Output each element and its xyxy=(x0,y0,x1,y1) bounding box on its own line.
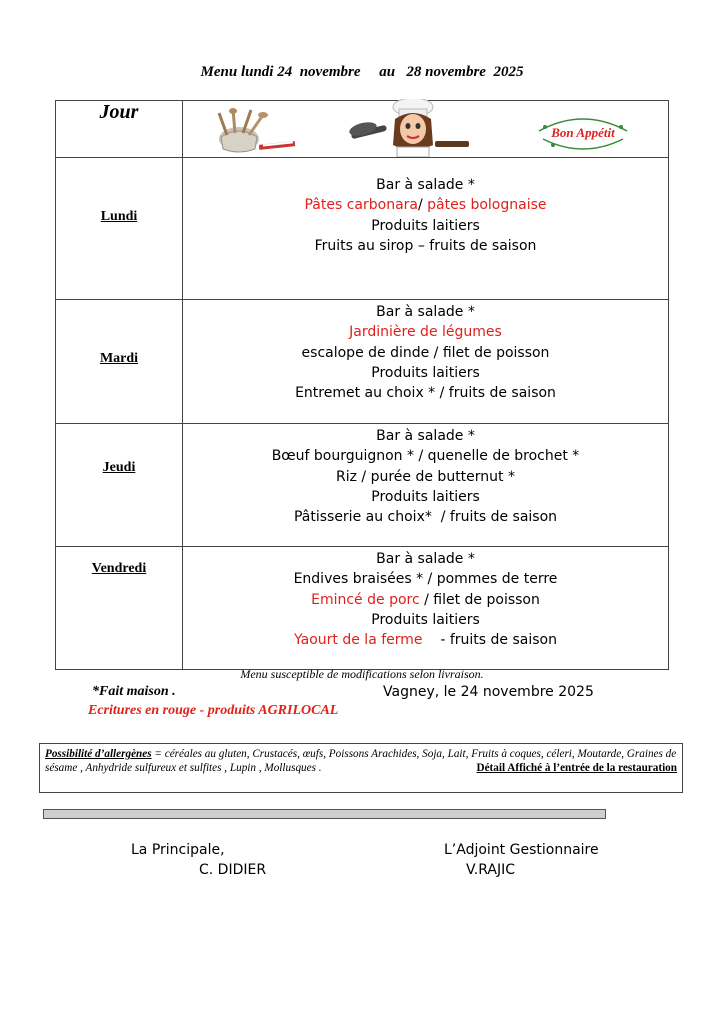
menu-table xyxy=(55,100,669,670)
allergens-detail: Détail Affiché à l’entrée de la restauration xyxy=(476,762,677,774)
local-dish-text: Emincé de porc xyxy=(311,591,420,608)
title-start: 24 novembre xyxy=(277,64,361,80)
dish-line xyxy=(183,216,668,236)
dish-text: Fruits au sirop – fruits de saison xyxy=(314,237,537,254)
logo-text: Bon Appétit xyxy=(551,125,615,140)
allergens-text: = céréales au gluten, Crustacés, œufs, Poissons Arachides, Soja, Lait, Fruits à coques, céleri, Moutarde, Graines de sésame , Anhydride sulfureux et sulfites , Lupin , Mollusques . xyxy=(45,748,677,774)
title-prefix: Menu lundi xyxy=(200,64,274,80)
day-cell xyxy=(56,158,183,300)
chef-woman-illustration xyxy=(343,99,483,157)
dish-line xyxy=(183,363,668,383)
day-row xyxy=(56,300,669,424)
dish-text: / xyxy=(417,197,428,214)
local-dish-text: pâtes bolognaise xyxy=(427,197,547,214)
dish-text: Riz / purée de butternut * xyxy=(336,468,515,485)
signature-right-name: V.RAJIC xyxy=(466,862,515,878)
dishes-cell xyxy=(183,300,669,424)
dish-text: Bœuf bourguignon * / quenelle de brochet * xyxy=(271,448,580,465)
dishes-cell xyxy=(183,424,669,547)
day-row xyxy=(56,424,669,547)
day-name: Mardi xyxy=(99,351,139,366)
day-name: Lundi xyxy=(100,209,138,224)
dish-text: - fruits de saison xyxy=(422,632,557,649)
separator-bar xyxy=(43,809,606,819)
dish-text: Produits laitiers xyxy=(371,364,480,381)
title-end: 28 novembre 2025 xyxy=(406,64,524,80)
dish-line xyxy=(183,383,668,403)
dish-line xyxy=(183,343,668,363)
place-date: Vagney, le 24 novembre 2025 xyxy=(383,684,594,700)
utensils-illustration xyxy=(211,107,297,153)
dish-text: Produits laitiers xyxy=(371,217,480,234)
dish-line xyxy=(183,175,668,195)
table-header-row xyxy=(56,101,669,158)
allergens-box xyxy=(39,743,683,793)
modification-note: Menu susceptible de modifications selon livraison. xyxy=(240,667,484,681)
dish-text: Endives braisées * / pommes de terre xyxy=(293,571,558,588)
dish-line xyxy=(183,322,668,342)
dish-line xyxy=(183,236,668,256)
local-dish-text: Yaourt de la ferme xyxy=(294,632,423,649)
dish-text: Bar à salade * xyxy=(376,428,475,444)
dish-line xyxy=(183,630,668,650)
dish-line xyxy=(183,195,668,215)
day-row xyxy=(56,158,669,300)
dishes-cell xyxy=(183,547,669,670)
fait-maison-note: *Fait maison . xyxy=(92,684,176,699)
dish-line xyxy=(183,446,668,466)
day-cell xyxy=(56,300,183,424)
dish-line xyxy=(183,487,668,507)
bon-appetit-logo xyxy=(533,109,633,153)
menu-title xyxy=(0,64,724,81)
dish-line xyxy=(183,507,668,527)
dish-line xyxy=(183,590,668,610)
red-legend: Ecritures en rouge - produits AGRILOCAL xyxy=(88,703,339,718)
day-row xyxy=(56,547,669,670)
dish-line xyxy=(183,426,668,446)
title-sep: au xyxy=(379,64,396,80)
dish-line xyxy=(183,467,668,487)
day-cell xyxy=(56,424,183,547)
signature-right-role: L’Adjoint Gestionnaire xyxy=(444,842,599,858)
dish-line xyxy=(183,569,668,589)
dish-text: Bar à salade * xyxy=(376,304,475,320)
dish-text: Entremet au choix * / fruits de saison xyxy=(295,385,556,402)
header-day-cell xyxy=(56,101,183,158)
local-dish-text: Pâtes carbonara xyxy=(304,197,418,214)
dish-text: Produits laitiers xyxy=(371,611,480,628)
header-images-cell xyxy=(183,101,669,158)
signature-left-role: La Principale, xyxy=(131,842,225,858)
allergens-label: Possibilité d’allergènes xyxy=(45,748,152,760)
signature-left-name: C. DIDIER xyxy=(199,862,267,878)
dish-line xyxy=(183,549,668,569)
dish-text: Bar à salade * xyxy=(376,551,475,567)
dish-text: escalope de dinde / filet de poisson xyxy=(301,344,550,361)
dish-text: / filet de poisson xyxy=(419,591,540,608)
day-name: Vendredi xyxy=(91,561,147,576)
local-dish-text: Jardinière de légumes xyxy=(349,324,502,341)
dishes-cell xyxy=(183,158,669,300)
dish-text: Produits laitiers xyxy=(371,488,480,505)
dish-line xyxy=(183,610,668,630)
jour-label: Jour xyxy=(99,101,139,123)
dish-text: Bar à salade * xyxy=(376,177,475,193)
dish-line xyxy=(183,302,668,322)
day-name: Jeudi xyxy=(102,460,136,475)
dish-text: Pâtisserie au choix* / fruits de saison xyxy=(293,509,558,526)
day-cell xyxy=(56,547,183,670)
